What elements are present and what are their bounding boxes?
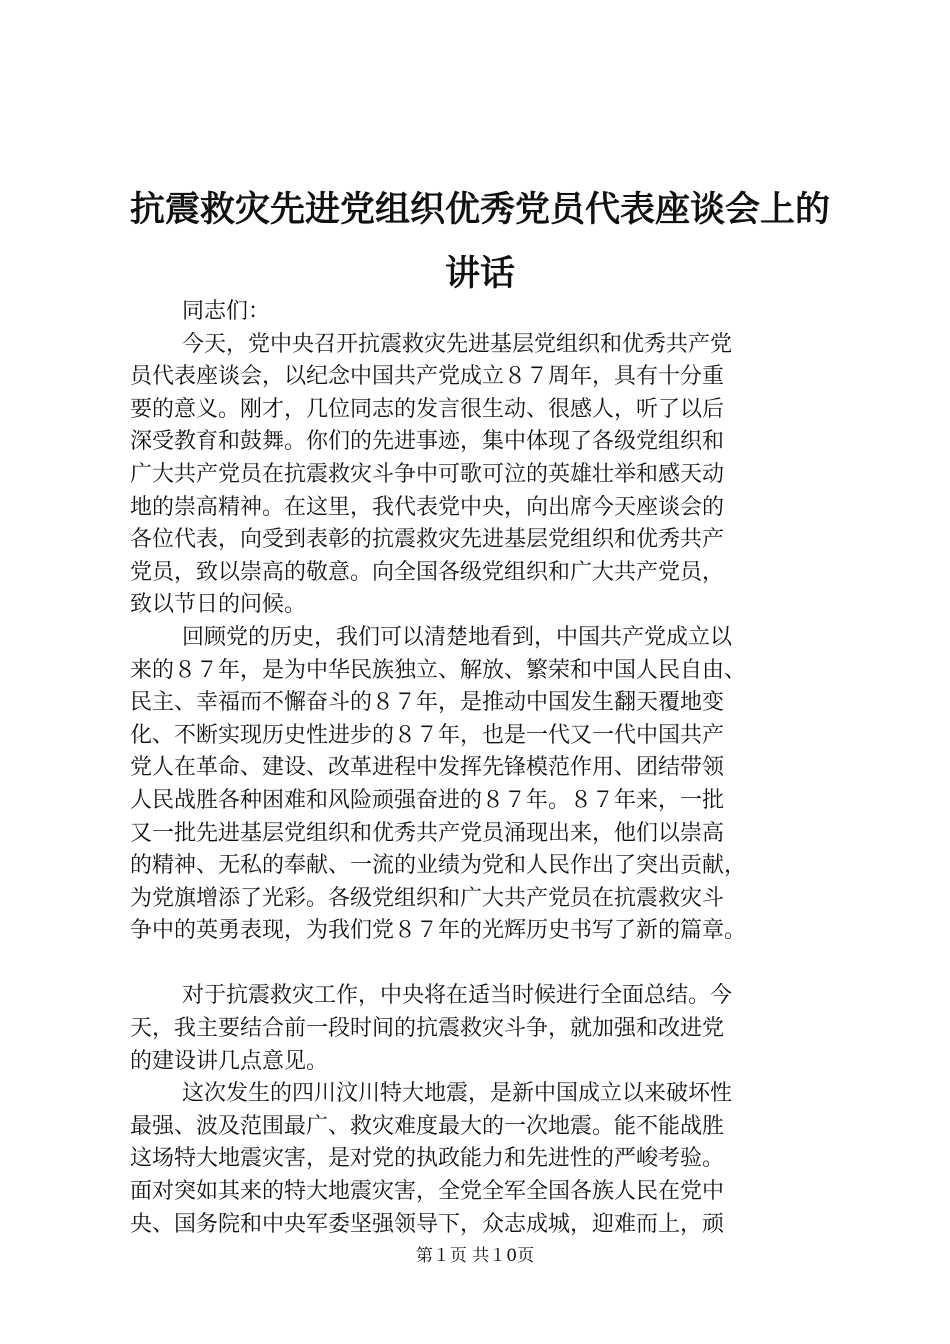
paragraph-4	[130, 1078, 850, 1241]
paragraph-line: 化、不断实现历史性进步的８７年，也是一代又一代中国共产	[130, 722, 725, 748]
salutation: 同志们：	[182, 299, 271, 324]
paragraph-line: 面对突如其来的特大地震灾害，全党全军全国各族人民在党中	[130, 1179, 725, 1205]
paragraph-2	[130, 622, 850, 948]
paragraph-line: 央、国务院和中央军委坚强领导下，众志成城，迎难而上，顽	[130, 1211, 725, 1237]
paragraph-1	[130, 329, 850, 622]
paragraph-line: 广大共产党员在抗震救灾斗争中可歌可泣的英雄壮举和感天动	[130, 461, 725, 487]
paragraph-line: 今天，党中央召开抗震救灾先进基层党组织和优秀共产党	[182, 331, 733, 357]
paragraph-line: 争中的英勇表现，为我们党８７年的光辉历史书写了新的篇章。	[130, 918, 747, 944]
paragraph-line: 来的８７年，是为中华民族独立、解放、繁荣和中国人民自由、	[130, 657, 747, 683]
document-body	[130, 296, 850, 1241]
paragraph-line: 地的崇高精神。在这里，我代表党中央，向出席今天座谈会的	[130, 494, 725, 520]
paragraph-line: 对于抗震救灾工作，中央将在适当时候进行全面总结。今	[182, 983, 733, 1009]
paragraph-line: 人民战胜各种困难和风险顽强奋进的８７年。８７年来，一批	[130, 787, 725, 813]
paragraph-line: 回顾党的历史，我们可以清楚地看到，中国共产党成立以	[182, 624, 733, 650]
paragraph-line: 这场特大地震灾害，是对党的执政能力和先进性的严峻考验。	[130, 1146, 725, 1172]
paragraph-line: 天，我主要结合前一段时间的抗震救灾斗争，就加强和改进党	[130, 1016, 725, 1042]
paragraph-line: 深受教育和鼓舞。你们的先进事迹，集中体现了各级党组织和	[130, 429, 725, 455]
paragraph-3	[130, 980, 850, 1078]
paragraph-line: 最强、波及范围最广、救灾难度最大的一次地震。能不能战胜	[130, 1113, 725, 1139]
paragraph-line: 各位代表，向受到表彰的抗震救灾先进基层党组织和优秀共产	[130, 527, 725, 553]
document-title	[100, 178, 860, 306]
paragraph-line: 民主、幸福而不懈奋斗的８７年，是推动中国发生翻天覆地变	[130, 690, 725, 716]
paragraph-line: 致以节日的问候。	[130, 592, 307, 618]
paragraph-line: 为党旗增添了光彩。各级党组织和广大共产党员在抗震救灾斗	[130, 885, 725, 911]
paragraph-line: 党员，致以崇高的敬意。向全国各级党组织和广大共产党员，	[130, 559, 725, 585]
paragraph-line: 要的意义。刚才，几位同志的发言很生动、很感人，听了以后	[130, 396, 725, 422]
paragraph-line: 的精神、无私的奉献、一流的业绩为党和人民作出了突出贡献，	[130, 853, 747, 879]
paragraph-line: 的建设讲几点意见。	[130, 1048, 329, 1074]
title-line-2: 讲话	[444, 253, 515, 294]
paragraph-line: 又一批先进基层党组织和优秀共产党员涌现出来，他们以崇高	[130, 820, 725, 846]
paragraph-line: 党人在革命、建设、改革进程中发挥先锋模范作用、团结带领	[130, 755, 725, 781]
paragraph-line: 员代表座谈会，以纪念中国共产党成立８７周年，具有十分重	[130, 364, 725, 390]
page-footer: 第１页 共１0页	[415, 1246, 535, 1266]
blank-line	[130, 948, 850, 981]
title-line-1: 抗震救灾先进党组织优秀党员代表座谈会上的	[129, 189, 830, 230]
paragraph-line: 这次发生的四川汶川特大地震，是新中国成立以来破坏性	[182, 1081, 733, 1107]
